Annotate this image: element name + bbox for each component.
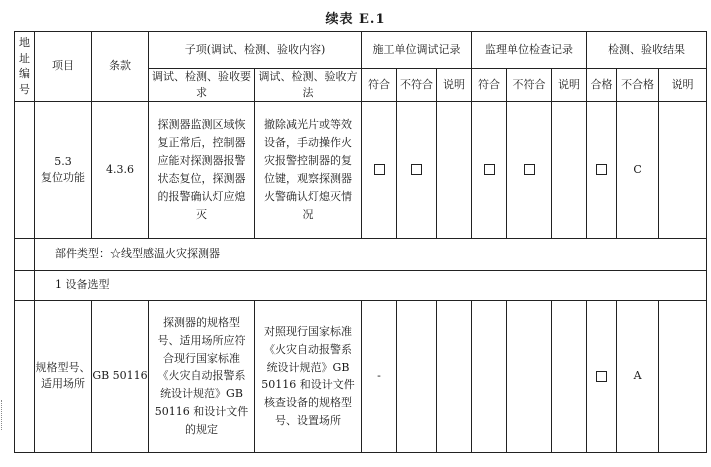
requirement-cell: 探测器的规格型号、适用场所应符合现行国家标准《火灾自动报警系统设计规范》GB 50116 和设计文件的规定: [149, 300, 255, 452]
inspection-note-cell: [659, 300, 707, 452]
header-sub-item: 子项(调试、检测、验收内容): [149, 32, 362, 69]
section-category: 部件类型：☆线型感温火灾探测器: [35, 238, 707, 270]
item-name: 复位功能: [41, 170, 85, 184]
supervision-conform-cell: [472, 300, 507, 452]
header-construction-note: 说明: [437, 69, 472, 102]
header-inspection-qualified: 合格: [587, 69, 617, 102]
clause-cell: 4.3.6: [92, 101, 149, 238]
address-cell: [15, 101, 35, 238]
inspection-result-value: C: [617, 101, 659, 238]
supervision-note-cell: [552, 300, 587, 452]
construction-conform-cell: [362, 101, 397, 238]
inspection-qualified-checkbox[interactable]: [596, 164, 607, 175]
section-row: [15, 238, 707, 270]
supervision-conform-checkbox[interactable]: [484, 164, 495, 175]
header-address-no: 地址编号: [15, 32, 35, 102]
inspection-qualified-cell: [587, 300, 617, 452]
header-clause: 条款: [92, 32, 149, 102]
supervision-conform-cell: [472, 101, 507, 238]
item-cell: [35, 101, 92, 238]
method-cell: 撤除减光片或等效设备，手动操作火灾报警控制器的复位键，观察探测器火警确认灯熄灭情况: [255, 101, 362, 238]
header-sub-requirement: 调试、检测、验收要求: [149, 69, 255, 102]
construction-conform-checkbox[interactable]: [374, 164, 385, 175]
construction-conform-cell: -: [362, 300, 397, 452]
header-supervision-note: 说明: [552, 69, 587, 102]
header-supervision-nonconform: 不符合: [507, 69, 552, 102]
header-sub-method: 调试、检测、验收方法: [255, 69, 362, 102]
section-row: [15, 270, 707, 300]
acceptance-form-table: [14, 31, 707, 453]
construction-nonconform-checkbox[interactable]: [411, 164, 422, 175]
construction-note-cell: [437, 300, 472, 452]
header-supervision-conform: 符合: [472, 69, 507, 102]
table-row: [15, 300, 707, 452]
requirement-cell: 探测器监测区域恢复正常后，控制器应能对探测器报警状态复位，探测器的报警确认灯应熄灭: [149, 101, 255, 238]
inspection-result-value: A: [617, 300, 659, 452]
item-number: 5.3: [54, 154, 72, 168]
address-cell: [15, 238, 35, 270]
header-supervision-record: 监理单位检查记录: [472, 32, 587, 69]
supervision-nonconform-checkbox[interactable]: [524, 164, 535, 175]
construction-nonconform-cell: [397, 300, 437, 452]
header-inspection-result: 检测、验收结果: [587, 32, 707, 69]
address-cell: [15, 270, 35, 300]
table-row: [15, 101, 707, 238]
address-cell: [15, 300, 35, 452]
method-cell: 对照现行国家标准《火灾自动报警系统设计规范》GB 50116 和设计文件核查设备的规格型号、设置场所: [255, 300, 362, 452]
header-construction-record: 施工单位调试记录: [362, 32, 472, 69]
header-inspection-unqualified: 不合格: [617, 69, 659, 102]
item-name: 规格型号、适用场所: [35, 361, 91, 391]
clause-cell: GB 50116: [92, 300, 149, 452]
construction-nonconform-cell: [397, 101, 437, 238]
inspection-qualified-cell: [587, 101, 617, 238]
header-item: 项目: [35, 32, 92, 102]
supervision-nonconform-cell: [507, 300, 552, 452]
construction-note-cell: [437, 101, 472, 238]
supervision-note-cell: [552, 101, 587, 238]
supervision-nonconform-cell: [507, 101, 552, 238]
item-cell: [35, 300, 92, 452]
header-construction-nonconform: 不符合: [397, 69, 437, 102]
inspection-qualified-checkbox[interactable]: [596, 371, 607, 382]
inspection-note-cell: [659, 101, 707, 238]
header-construction-conform: 符合: [362, 69, 397, 102]
header-inspection-note: 说明: [659, 69, 707, 102]
page-title: 续表 E.1: [325, 12, 386, 27]
section-subheading: 1 设备选型: [35, 270, 707, 300]
page-edge-mark: [1, 400, 8, 430]
